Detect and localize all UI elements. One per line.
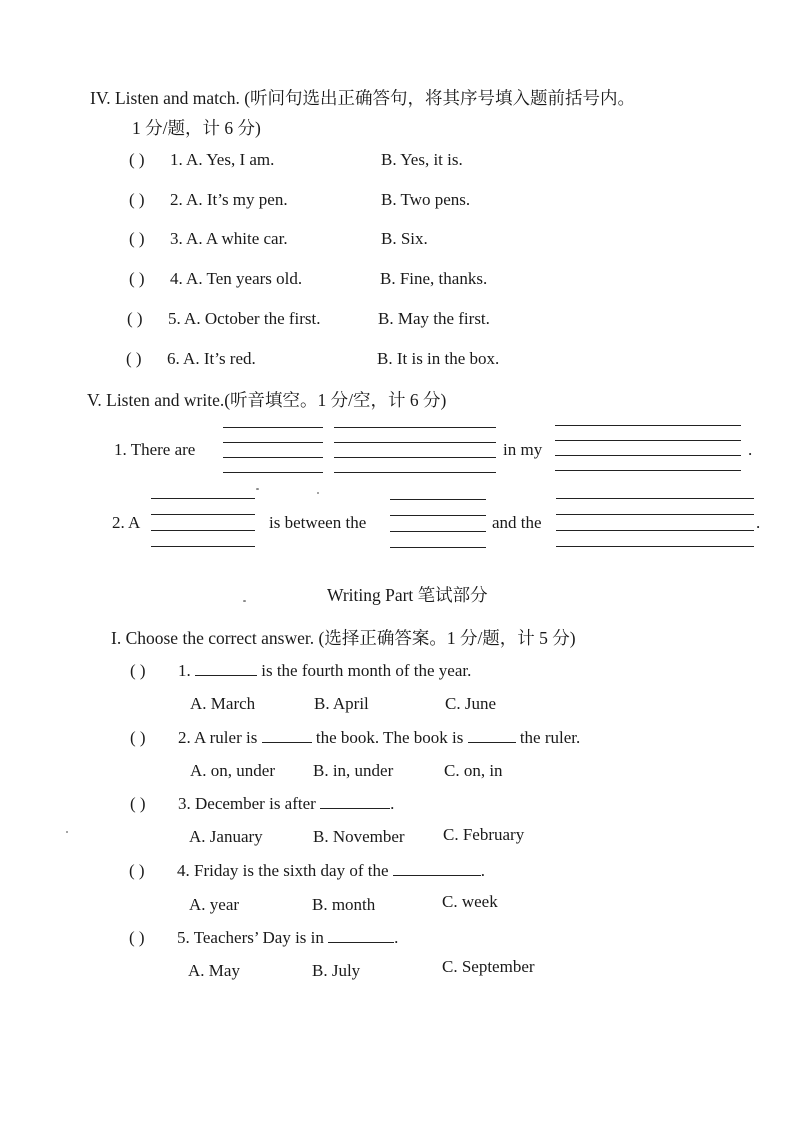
writing-part-header: Writing Part 笔试部分 xyxy=(327,585,488,605)
option-a: A. May xyxy=(188,961,240,980)
option-a: A. on, under xyxy=(190,761,275,780)
option-b: B. Fine, thanks. xyxy=(380,269,488,288)
option-b: B. May the first. xyxy=(378,309,490,328)
option-b: B. Two pens. xyxy=(381,190,471,209)
section-1-title: I. Choose the correct answer. (选择正确答案。1 分/题，计 5 分) xyxy=(111,628,576,648)
fill-blank[interactable] xyxy=(195,661,257,676)
question-text: 4. Friday is the sixth day of the . xyxy=(177,861,486,880)
option-a: 6. A. It’s red. xyxy=(167,349,256,368)
q1-mid: in my xyxy=(503,440,543,459)
option-a: 5. A. October the first. xyxy=(168,309,321,328)
q1-prefix: 1. There are xyxy=(114,440,196,459)
answer-parentheses[interactable]: ( ) xyxy=(129,150,145,169)
section-4-scoring: 1 分/题，计 6 分) xyxy=(132,118,261,138)
option-c: C. September xyxy=(442,957,535,976)
option-a: A. year xyxy=(189,895,240,914)
answer-parentheses[interactable]: ( ) xyxy=(130,794,146,813)
section-5-title: V. Listen and write.(听音填空。1 分/空，计 6 分) xyxy=(87,390,447,410)
option-b: B. in, under xyxy=(313,761,394,780)
option-a: 1. A. Yes, I am. xyxy=(170,150,275,169)
scan-speck xyxy=(256,488,259,490)
scan-speck xyxy=(66,831,68,833)
answer-parentheses[interactable]: ( ) xyxy=(129,190,145,209)
scan-speck xyxy=(243,600,246,602)
answer-parentheses[interactable]: ( ) xyxy=(129,928,145,947)
fill-blank[interactable] xyxy=(393,861,481,876)
answer-parentheses[interactable]: ( ) xyxy=(129,269,145,288)
fill-blank[interactable] xyxy=(262,728,312,743)
option-a: A. January xyxy=(189,827,263,846)
option-c: C. week xyxy=(442,892,498,911)
question-text: 1. is the fourth month of the year. xyxy=(178,661,472,680)
answer-parentheses[interactable]: ( ) xyxy=(130,728,146,747)
fill-blank[interactable] xyxy=(328,928,394,943)
answer-parentheses[interactable]: ( ) xyxy=(126,349,142,368)
option-b: B. November xyxy=(313,827,405,846)
q2-prefix: 2. A xyxy=(112,513,141,532)
option-c: C. on, in xyxy=(444,761,503,780)
option-c: C. June xyxy=(445,694,496,713)
option-a: 2. A. It’s my pen. xyxy=(170,190,288,209)
fill-blank[interactable] xyxy=(320,794,390,809)
option-a: 3. A. A white car. xyxy=(170,229,288,248)
question-text: 2. A ruler is the book. The book is the ruler. xyxy=(178,728,581,747)
section-4-title: IV. Listen and match. (听问句选出正确答句，将其序号填入题前括号内。 xyxy=(90,88,636,108)
q2-mid-2: and the xyxy=(492,513,542,532)
question-text: 5. Teachers’ Day is in . xyxy=(177,928,399,947)
answer-parentheses[interactable]: ( ) xyxy=(127,309,143,328)
option-c: C. February xyxy=(443,825,525,844)
q2-mid-1: is between the xyxy=(269,513,367,532)
q1-end: . xyxy=(748,440,753,459)
option-a: 4. A. Ten years old. xyxy=(170,269,303,288)
option-b: B. April xyxy=(314,694,369,713)
fill-blank[interactable] xyxy=(468,728,516,743)
q2-end: . xyxy=(756,513,761,532)
answer-parentheses[interactable]: ( ) xyxy=(129,229,145,248)
scan-speck xyxy=(317,492,319,494)
option-a: A. March xyxy=(190,694,256,713)
option-b: B. July xyxy=(312,961,361,980)
option-b: B. It is in the box. xyxy=(377,349,500,368)
option-b: B. month xyxy=(312,895,376,914)
option-b: B. Yes, it is. xyxy=(381,150,463,169)
answer-parentheses[interactable]: ( ) xyxy=(130,661,146,680)
option-b: B. Six. xyxy=(381,229,428,248)
answer-parentheses[interactable]: ( ) xyxy=(129,861,145,880)
question-text: 3. December is after . xyxy=(178,794,395,813)
